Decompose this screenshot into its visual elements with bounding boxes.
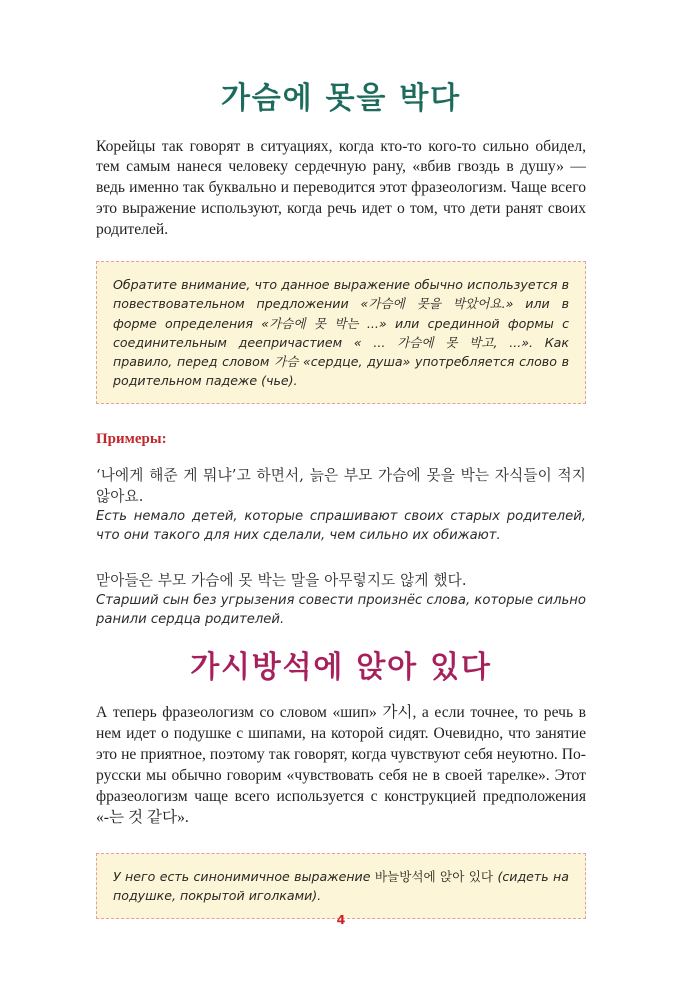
- note-box-2: [96, 853, 586, 919]
- example-item: [96, 571, 586, 630]
- example-russian-translation: Старший сын без угрызения совести произнёс слова, которые сильно ранили сердца родителей.: [96, 592, 586, 627]
- intro-text-segment: А теперь фразеологизм со словом «шип»: [96, 703, 383, 721]
- entry-title-korean-1: 가슴에 못을 박다: [221, 81, 461, 116]
- note-text-segment: У него есть синонимичное выражение: [113, 868, 375, 884]
- note-box-1: [96, 261, 586, 404]
- entry-intro-paragraph-1: Корейцы так говорят в ситуациях, когда кто-то кого-то сильно обидел, тем самым нанеся человеку сердечную рану, «вбив гвоздь в душу» — ведь именно так буквально и переводится этот фразеологизм. Чаще всего это выражение используют, когда речь идет о том, что дети ранят своих родителей.: [96, 137, 586, 239]
- inline-korean-term: 는 것 같다: [109, 808, 178, 826]
- intro-text-segment: , а если точнее, то речь в нем идет о подушке с шипами, на которой сидят. Очевидно, что занятие это не приятное, поэтому так говорят, когда чувствуют себя неуютно. По-русски мы обычно говорим «чувствовать себя не в своей тарелке». Этот фразеологизм чаще всего используется с конструкцией предположения «-: [96, 703, 586, 826]
- intro-text-segment: ».: [177, 808, 189, 826]
- page-number: 4: [336, 912, 346, 927]
- examples-heading: Примеры:: [96, 431, 167, 448]
- example-russian-translation: Есть немало детей, которые спрашивают своих старых родителей, что они такого для них сделали, чем сильно их обижают.: [96, 509, 586, 543]
- note-text-segment: (сидеть на подушке, покрытой иголками).: [113, 868, 569, 903]
- inline-korean-term: 가시: [382, 703, 413, 721]
- example-korean-sentence: 맏아들은 부모 가슴에 못 박는 말을 아무렇지도 않게 했다.: [96, 571, 467, 589]
- note-text-1: Обратите внимание, что данное выражение обычно используется в повествовательном предложении «가슴에 못을 박았어요.» или в форме определения «가슴에 못 박는 ...» или срединной формы с соединительным деепричастием « ... 가슴에 못 박고, ...». Как правило, перед словом 가슴 «сердце, душа» употребляется слово в родительном падеже (чье).: [113, 277, 569, 389]
- inline-korean-term: 바늘방석에 앉아 있다: [374, 868, 494, 884]
- example-korean-sentence: ‘나에게 해준 게 뭐냐’고 하면서, 늙은 부모 가슴에 못을 박는 자식들이 적지 않아요.: [96, 467, 586, 505]
- note-text-2: [113, 867, 569, 905]
- entry-title-korean-2: 가시방석에 앉아 있다: [190, 650, 492, 686]
- entry-intro-paragraph-2: [96, 703, 586, 829]
- example-item: [96, 466, 586, 545]
